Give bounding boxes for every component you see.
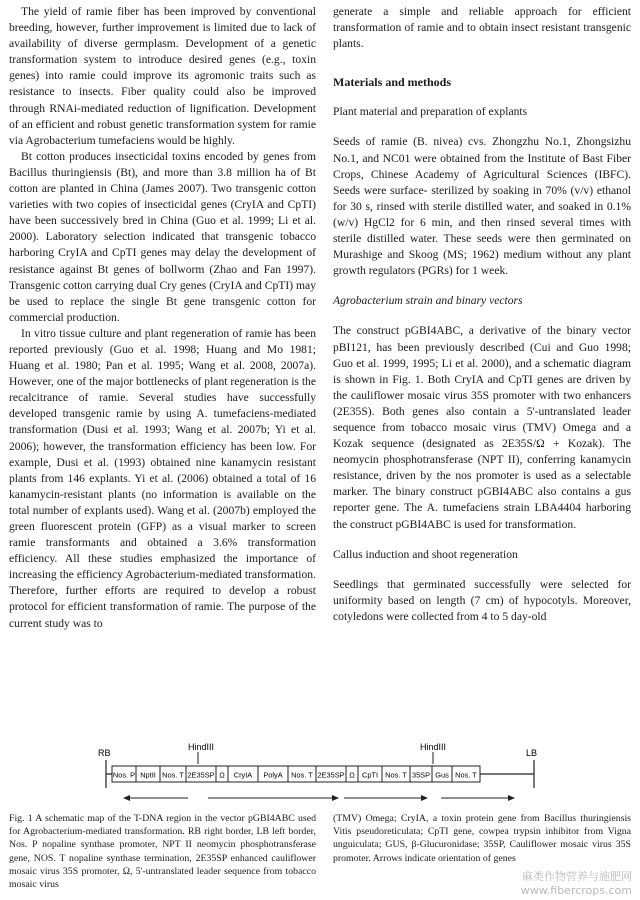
- segment-label-4: 2E35SP: [187, 770, 215, 780]
- left-column: [9, 4, 316, 632]
- segment-label-15: Nos. T: [455, 770, 477, 780]
- segment-label-2: NptII: [140, 770, 156, 780]
- segment-label-1: Nos. P: [112, 770, 136, 780]
- segment-label-11: CpTI: [361, 770, 379, 780]
- orientation-arrowhead-4: [508, 795, 515, 801]
- section-heading: Materials and methods: [333, 75, 451, 90]
- hindiii-label-1: HindIII: [188, 742, 215, 752]
- watermark-line-1: 麻类作物营养与施肥网: [522, 870, 632, 883]
- segment-label-12: Nos. T: [385, 770, 407, 780]
- tdna-map-diagram: [98, 742, 548, 812]
- gene-orientation-arrows: [123, 795, 515, 801]
- subsection-2-text: The construct pGBI4ABC, a derivative of the binary vector pBI121, has been previously described (Cui and Guo 1998; Guo et al. 1999, 1995; Li et al. 2000), and a schematic diagram is shown in Fig. 1. Both CryIA and CpTI genes are driven by the cauliflower mosaic virus 35S promoter with two enhancers (2E35S). Both genes also contain a 5'-untranslated leader sequence from tobacco mosaic virus (TMV) Omega and a Kozak sequence (designated as 2E35S/Ω + Kozak). The neomycin phosphotransferase (NPT II), conferring kanamycin resistance, driven by the nos promoter is used as a selectable marker. The binary construct pGBI4ABC also contains a gus reporter gene. The A. tumefaciens strain LBA4404 harboring the construct pGBI4ABC is used for transformation.: [333, 324, 631, 531]
- lb-label: LB: [526, 748, 538, 758]
- segment-label-6: CryIA: [233, 770, 253, 780]
- intro-continuation: generate a simple and reliable approach for efficient transformation of ramie and to obtain insect resistant transgenic plants.: [333, 5, 631, 51]
- hindiii-label-2: HindIII: [420, 742, 447, 752]
- segment-label-7: PolyA: [263, 770, 283, 780]
- subsection-1-text: Seeds of ramie (B. nivea) cvs. Zhongzhu No.1, Zhongsizhu No.1, and NC01 were obtained from the Institute of Bast Fiber Crops, Chinese Academy of Agricultural Sciences (IBFC). Seeds were surface- sterilized by soaking in 70% (v/v) ethanol for 30 s, rinsed with sterile distilled water, and soaked in 0.1% (w/v) HgCl2 for 6 min, and then rinsed several times with sterile distilled water. These seeds were then germinated on Murashige and Skoog (MS; 1962) medium without any plant growth regulators (PGRs) for 1 week.: [333, 135, 631, 278]
- intro-paragraph-2: Bt cotton produces insecticidal toxins encoded by genes from Bacillus thuringiensis (Bt), and more than 3.8 million ha of Bt cotton are planted in China (James 2007). Two transgenic cotton varieties with two copies of insecticidal genes (CryIA and CpTI) have been successively bred in China (Guo et al. 1999; Li et al. 2000). Laboratory selection indicated that transgenic tobacco harboring CryIA and CpTI genes may delay the development of resistance against Bt genes of bollworm (Zhao and Fan 1997). Transgenic cotton carrying dual Cry genes (CryIA and CpTI) may be used to replace the single Bt gene transgenic cotton for commercial production.: [9, 149, 316, 324]
- segment-label-13: 35SP: [411, 770, 431, 780]
- orientation-arrowhead-2: [332, 795, 339, 801]
- subsection-2-title: Agrobacterium strain and binary vectors: [333, 294, 523, 308]
- figure-caption-right: (TMV) Omega; CryIA, a toxin protein gene from Bacillus thuringiensis Vitis pseudoreticulata; CpTI gene, cowpea trypsin inhibitor from Vigna unguiculata; GUS, β-Glucuronidase; 35SP, Cauliflower mosaic virus 35S promoter. Arrows indicate orientation of genes: [333, 813, 631, 864]
- orientation-arrowhead-3: [421, 795, 428, 801]
- rb-label: RB: [98, 748, 111, 758]
- right-column: [333, 4, 631, 625]
- segment-label-5: Ω: [219, 770, 225, 780]
- site-watermark: [521, 870, 632, 898]
- subsection-3-title: Callus induction and shoot regeneration: [333, 547, 518, 561]
- figure-caption-left: Fig. 1 A schematic map of the T-DNA region in the vector pGBI4ABC used for Agrobacterium-mediated transformation. RB right border, LB left border, Nos. P nopaline synthase promoter, NPT II neomycin phosphotransferase gene, NOS. T nopaline synthase termination, 2E35SP enhanced cauliflower mosaic virus 35S promoter, Ω, 5'-untranslated leader sequence from tobacco mosaic virus: [9, 813, 316, 891]
- gene-segments: [112, 766, 480, 782]
- subsection-3-text: Seedlings that germinated successfully were selected for uniformity based on length (7 cm) of hypocotyls. Moreover, cotyledons were collected from 4 to 5 day-old: [333, 577, 631, 623]
- segment-label-8: Nos. T: [291, 770, 313, 780]
- segment-label-14: Gus: [435, 770, 449, 780]
- watermark-line-2: www.fibercrops.com: [520, 884, 632, 897]
- segment-label-10: Ω: [349, 770, 355, 780]
- intro-paragraph-1: The yield of ramie fiber has been improved by conventional breeding, however, further improvement is limited due to lack of availability of diverse germplasm. Development of a genetic transformation system to introduce desired genes (e.g., toxin genes) into ramie could improve its agromonic traits such as resistance to insects. Fiber quality could also be improved through RNAi-mediated reduction of lignification. Development of an efficient and robust genetic transformation system for ramie via Agrobacterium tumefaciens would be highly.: [9, 5, 316, 147]
- orientation-arrowhead-1: [123, 795, 130, 801]
- intro-paragraph-3: In vitro tissue culture and plant regeneration of ramie has been reported previously (Guo et al. 1998; Huang and Mo 1981; Huang et al. 1980; Pan et al. 1995; Wang et al. 2008, 2007a). However, one of the major bottlenecks of plant regeneration is the recalcitrance of ramie. Several studies have successfully developed transgenic ramie by using A. tumefaciens-mediated transformation (Dusi et al. 1993; Wang et al. 2007b; Yi et al. 2006); however, the transformation efficiency has been low. For example, Dusi et al. (1993) obtained nine kanamycin resistant plants from 146 explants. Yi et al. (2006) obtained a total of 16 kanamycin-resistant plants (no information is available on the total number of explants used). Wang et al. (2007b) employed the green fluorescent protein (GFP) as a visual marker to screen ramie transformants and obtained a 3.6% transformation efficiency. All these studies emphasized the importance of increasing the efficiency Agrobacterium-mediated transformation. Therefore, further efforts are required to develop a robust protocol for efficient transformation of ramie. The purpose of the current study was to: [9, 326, 316, 630]
- subsection-1-title: Plant material and preparation of explants: [333, 105, 528, 119]
- segment-label-9: 2E35SP: [317, 770, 345, 780]
- segment-label-3: Nos. T: [162, 770, 184, 780]
